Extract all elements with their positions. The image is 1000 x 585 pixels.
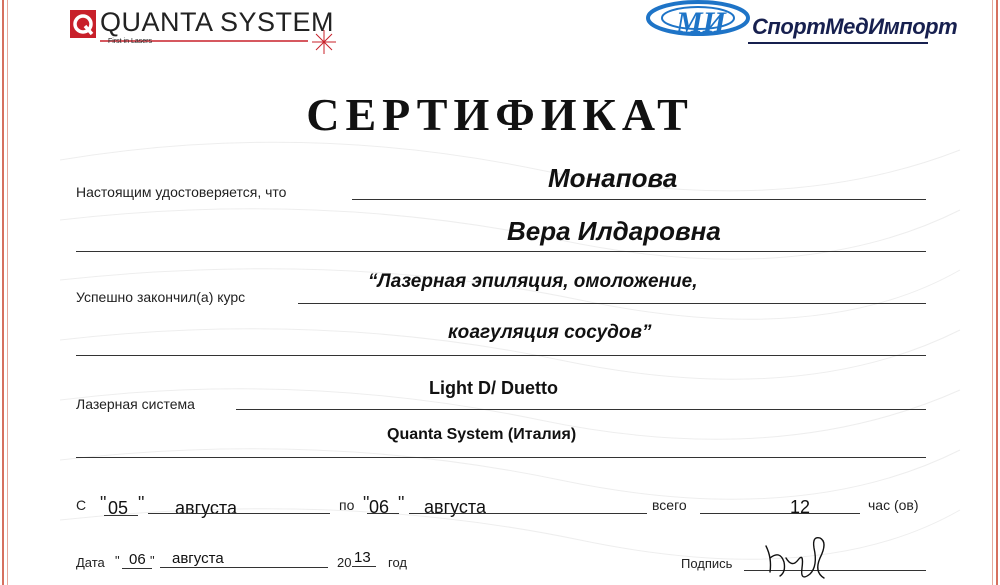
given-names-line [76,251,926,252]
laser-maker-line [76,457,926,458]
date-month-line [160,567,328,568]
from-quote-close: " [138,493,145,513]
laser-maker-text: Quanta System (Италия) [387,426,577,443]
date-day-line [122,568,152,569]
surname-text: Монапова [548,163,678,193]
to-day-line [367,513,399,514]
given-names-text: Вера Илдаровна [507,216,721,246]
course-text-1: “Лазерная эпиляция, омоложение, [368,271,698,292]
course-line-2 [76,355,926,356]
total-hours-line [700,513,860,514]
year-prefix: 20 [337,555,352,570]
surname-line [352,199,926,200]
date-quote-close: " [150,553,155,568]
to-label: по [339,497,355,513]
date-month: августа [172,550,224,567]
total-label: всего [652,497,687,513]
to-quote-close: " [398,493,405,513]
date-label: Дата [76,555,105,570]
from-day: 05 [108,498,129,518]
to-month: августа [424,497,486,517]
course-text-2: коагуляция сосудов” [448,322,652,343]
laser-model-text: Light D/ Duetto [429,378,558,398]
year-suffix: 13 [354,549,371,566]
total-hours: 12 [790,497,811,517]
certificate-title: СЕРТИФИКАТ [306,89,694,140]
handwritten-signature [758,528,838,585]
year-word: год [388,555,407,570]
sportmedimport-emblem: МИ [676,6,727,39]
laser-model-line [236,409,926,410]
quanta-logo-tagline: First in Lasers [108,38,152,45]
to-day: 06 [369,497,390,517]
course-label: Успешно закончил(а) курс [76,289,246,305]
sportmedimport-logo-text: СпортМедИмпорт [752,14,958,39]
date-day: 06 [129,551,146,568]
sportmedimport-underline [748,42,928,44]
from-month-line [148,513,330,514]
year-line [352,566,376,567]
from-label: С [76,497,87,513]
date-quote-open: " [115,553,120,568]
quanta-logo-text: QUANTA SYSTEM [100,7,335,37]
from-day-line [104,515,138,516]
from-month: августа [175,498,237,518]
to-month-line [409,513,647,514]
certifies-label: Настоящим удостоверяется, что [76,184,287,200]
hours-unit: час (ов) [868,497,919,513]
from-quote-open: " [100,493,107,513]
to-quote-open: " [363,493,370,513]
laser-system-label: Лазерная система [76,396,195,412]
course-line-1 [298,303,926,304]
signature-label: Подпись [681,556,733,571]
